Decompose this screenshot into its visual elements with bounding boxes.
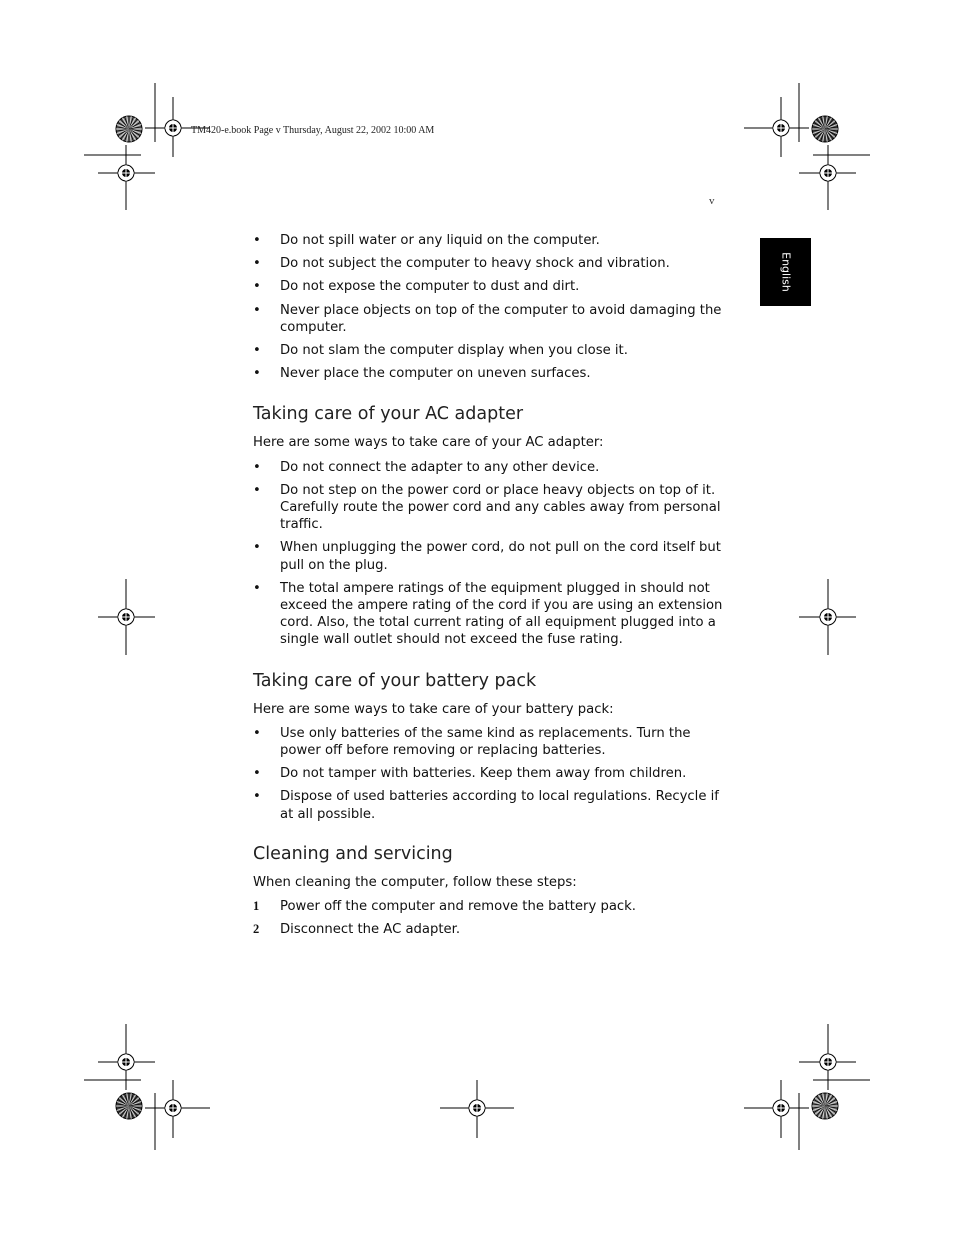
battery-list — [253, 725, 723, 823]
list-item: • The total ampere ratings of the equipment plugged in should not exceed the ampere rating of the cord if you are using an extension cord. Also, the total current rating of all equipment plugged into a single wall outlet should not exceed the fuse rating. — [253, 580, 723, 648]
language-tab-label: English — [779, 252, 792, 292]
step-item: 1 Power off the computer and remove the battery pack. — [253, 899, 636, 915]
section-intro: When cleaning the computer, follow these steps: — [253, 874, 577, 890]
bullet-icon: • — [253, 343, 261, 359]
bullet-icon: • — [253, 789, 261, 805]
cleaning-steps-list — [253, 898, 723, 938]
list-item: • Do not spill water or any liquid on the computer. — [253, 233, 600, 248]
bullet-icon: • — [253, 366, 261, 382]
general-care-list — [253, 232, 723, 382]
bullet-icon: • — [253, 766, 261, 782]
list-item: • Do not step on the power cord or place heavy objects on top of it. Carefully route the power cord and any cables away from personal traffic. — [253, 482, 721, 533]
bullet-icon: • — [253, 482, 261, 498]
list-item: • Dispose of used batteries according to local regulations. Recycle if at all possible. — [253, 789, 719, 822]
bullet-icon: • — [253, 302, 261, 318]
bullet-icon: • — [253, 233, 261, 248]
step-number: 1 — [253, 899, 260, 914]
section-heading-cleaning: Cleaning and servicing — [253, 843, 453, 864]
bullet-icon: • — [253, 725, 261, 741]
step-item: 2 Disconnect the AC adapter. — [253, 922, 461, 938]
page-number: v — [709, 195, 715, 207]
list-item: • Do not subject the computer to heavy shock and vibration. — [253, 256, 670, 272]
list-item: • Do not slam the computer display when you close it. — [253, 343, 628, 359]
language-tab — [760, 238, 811, 306]
section-heading-battery: Taking care of your battery pack — [253, 670, 537, 691]
list-item: • Do not expose the computer to dust and dirt. — [253, 279, 580, 295]
list-item: • Never place the computer on uneven surfaces. — [253, 366, 591, 382]
section-intro: Here are some ways to take care of your battery pack: — [253, 701, 614, 717]
list-item: • Do not tamper with batteries. Keep them away from children. — [253, 766, 687, 782]
step-number: 2 — [253, 922, 260, 937]
star-target-icon — [116, 1093, 142, 1119]
bullet-icon: • — [253, 279, 261, 295]
bullet-icon: • — [253, 580, 261, 596]
ac-adapter-list — [253, 459, 723, 649]
star-target-icon — [812, 1093, 838, 1119]
book-header-stamp: TM420-e.book Page v Thursday, August 22, 2002 10:00 AM — [191, 125, 435, 136]
star-target-icon — [812, 116, 838, 142]
list-item: • Use only batteries of the same kind as replacements. Turn the power off before removing or replacing batteries. — [253, 725, 691, 759]
page-content — [253, 232, 723, 944]
section-intro: Here are some ways to take care of your AC adapter: — [253, 435, 604, 451]
bullet-icon: • — [253, 540, 261, 556]
star-target-icon — [116, 116, 142, 142]
bullet-icon: • — [253, 256, 261, 272]
bullet-icon: • — [253, 459, 261, 475]
list-item: • When unplugging the power cord, do not pull on the cord itself but pull on the plug. — [253, 540, 721, 573]
section-heading-ac-adapter: Taking care of your AC adapter — [253, 404, 524, 425]
list-item: • Never place objects on top of the computer to avoid damaging the computer. — [253, 302, 722, 335]
list-item: • Do not connect the adapter to any other device. — [253, 459, 600, 475]
